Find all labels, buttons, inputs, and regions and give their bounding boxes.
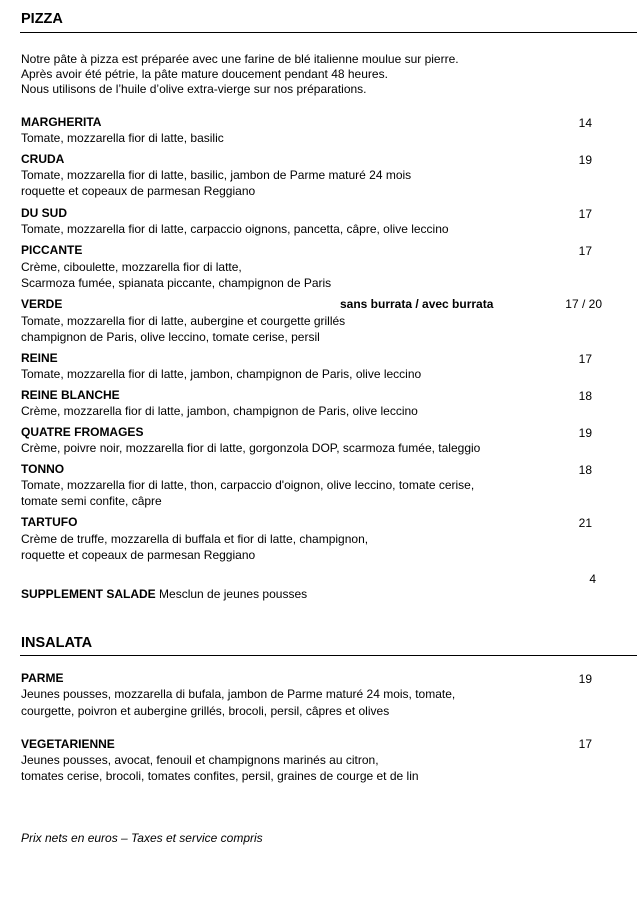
- item-desc: Crème, ciboulette, mozzarella fior di latte,: [21, 260, 242, 274]
- item-price: 17: [578, 207, 592, 221]
- item-option-note: sans burrata / avec burrata: [340, 297, 494, 311]
- item-desc: tomates cerise, brocoli, tomates confites, persil, graines de courge et de lin: [21, 769, 419, 783]
- item-name: PICCANTE: [21, 243, 83, 257]
- item-price: 21: [578, 516, 592, 530]
- intro-line: Après avoir été pétrie, la pâte mature doucement pendant 48 heures.: [21, 67, 388, 81]
- insalata-rule: [20, 655, 637, 656]
- item-desc: Tomate, mozzarella fior di latte, jambon, champignon de Paris, olive leccino: [21, 367, 422, 381]
- item-desc: Crème, poivre noir, mozzarella fior di latte, gorgonzola DOP, scarmoza fumée, taleggio: [21, 441, 481, 455]
- item-desc: Scarmoza fumée, spianata piccante, champignon de Paris: [21, 276, 332, 290]
- pizza-rule: [20, 32, 637, 33]
- item-price: 19: [578, 672, 592, 686]
- item-name: REINE BLANCHE: [21, 388, 120, 402]
- item-price: 17: [578, 737, 592, 751]
- supplement-desc: Mesclun de jeunes pousses: [159, 587, 308, 601]
- item-name: MARGHERITA: [21, 115, 102, 129]
- price-footnote: Prix nets en euros – Taxes et service compris: [21, 831, 263, 845]
- item-desc: Tomate, mozzarella fior di latte, carpaccio oignons, pancetta, câpre, olive leccino: [21, 222, 449, 236]
- item-desc: Crème de truffe, mozzarella di buffala et fior di latte, champignon,: [21, 532, 369, 546]
- item-name: VERDE: [21, 297, 63, 311]
- intro-line: Notre pâte à pizza est préparée avec une farine de blé italienne moulue sur pierre.: [21, 52, 459, 66]
- item-name: REINE: [21, 351, 58, 365]
- insalata-title: INSALATA: [21, 635, 93, 651]
- item-desc: roquette et copeaux de parmesan Reggiano: [21, 184, 256, 198]
- item-name: TONNO: [21, 462, 65, 476]
- supplement-line: [21, 587, 307, 601]
- item-desc: courgette, poivron et aubergine grillés, brocoli, persil, câpres et olives: [21, 704, 390, 718]
- item-desc: Tomate, mozzarella fior di latte, aubergine et courgette grillés: [21, 314, 346, 328]
- item-desc: Crème, mozzarella fior di latte, jambon, champignon de Paris, olive leccino: [21, 404, 418, 418]
- item-price: 17: [578, 244, 592, 258]
- item-name: TARTUFO: [21, 515, 78, 529]
- item-desc: roquette et copeaux de parmesan Reggiano: [21, 548, 256, 562]
- item-desc: Tomate, mozzarella fior di latte, basilic, jambon de Parme maturé 24 mois: [21, 168, 412, 182]
- item-desc: tomate semi confite, câpre: [21, 494, 162, 508]
- item-name: DU SUD: [21, 206, 68, 220]
- pizza-title: PIZZA: [21, 11, 63, 27]
- item-price: 17: [578, 352, 592, 366]
- item-price: 14: [578, 116, 592, 130]
- item-desc: Jeunes pousses, mozzarella di bufala, jambon de Parme maturé 24 mois, tomate,: [21, 687, 456, 701]
- item-name: VEGETARIENNE: [21, 737, 115, 751]
- item-desc: Tomate, mozzarella fior di latte, basilic: [21, 131, 224, 145]
- item-price: 19: [578, 426, 592, 440]
- item-price: 17 / 20: [565, 297, 602, 311]
- supplement-price: 4: [589, 572, 596, 586]
- intro-line: Nous utilisons de l’huile d’olive extra-vierge sur nos préparations.: [21, 82, 367, 96]
- item-desc: Jeunes pousses, avocat, fenouil et champignons marinés au citron,: [21, 753, 379, 767]
- item-price: 18: [578, 463, 592, 477]
- supplement-name: SUPPLEMENT SALADE: [21, 587, 156, 601]
- item-name: QUATRE FROMAGES: [21, 425, 144, 439]
- item-desc: Tomate, mozzarella fior di latte, thon, carpaccio d'oignon, olive leccino, tomate cerise,: [21, 478, 475, 492]
- item-price: 19: [578, 153, 592, 167]
- item-price: 18: [578, 389, 592, 403]
- item-desc: champignon de Paris, olive leccino, tomate cerise, persil: [21, 330, 320, 344]
- item-name: PARME: [21, 671, 64, 685]
- item-name: CRUDA: [21, 152, 65, 166]
